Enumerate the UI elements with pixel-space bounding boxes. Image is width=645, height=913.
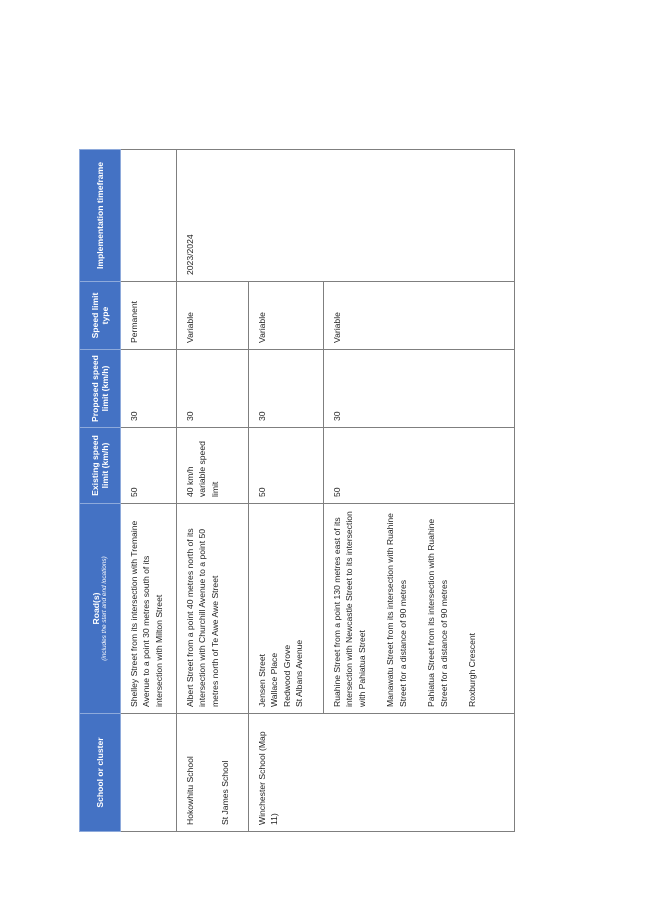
cell-existing: 50	[249, 428, 324, 504]
cell-type: Variable	[177, 282, 249, 350]
cell-existing: 50	[324, 428, 515, 504]
cell-timeframe	[121, 150, 177, 282]
header-road-title: Road(s)	[91, 592, 101, 625]
road-item: Jensen Street	[257, 653, 267, 707]
road-item: Manawatu Street from its intersection with Ruahine Street for a distance of 90 metres	[385, 513, 408, 707]
cell-existing: 50	[121, 428, 177, 504]
cell-road	[324, 504, 515, 714]
header-proposed-limit: Proposed speed limit (km/h)	[80, 350, 121, 428]
cell-type: Variable	[324, 282, 515, 350]
speed-limit-table	[79, 149, 515, 832]
school-name: Hokowhitu School	[185, 756, 195, 825]
cell-existing: 40 km/h variable speed limit	[177, 428, 249, 504]
header-road-subtitle: (includes the start and end locations)	[101, 556, 109, 661]
header-school: School or cluster	[80, 714, 121, 832]
cell-road	[249, 504, 324, 714]
cell-proposed: 30	[249, 350, 324, 428]
cell-school	[121, 714, 177, 832]
road-item: Wallace Place	[269, 652, 280, 707]
header-row	[80, 150, 121, 832]
cell-school	[324, 714, 515, 832]
header-road	[80, 504, 121, 714]
cell-road: Shelley Street from its intersection with Tremaine Avenue to a point 30 metres south of its intersection with Milton Street	[121, 504, 177, 714]
road-item: Redwood Grove	[281, 644, 292, 707]
table-row	[121, 150, 177, 832]
table-row	[177, 150, 249, 832]
cell-road: Albert Street from a point 40 metres north of its intersection with Churchill Avenue to a point 50 metres north of Te Awe Awe Street	[177, 504, 249, 714]
cell-school	[177, 714, 249, 832]
cell-type: Permanent	[121, 282, 177, 350]
road-item: Roxburgh Crescent	[467, 632, 478, 707]
cell-timeframe: 2023/2024	[177, 150, 515, 282]
cell-school: Winchester School (Map 11)	[249, 714, 324, 832]
cell-proposed: 30	[177, 350, 249, 428]
road-item: Ruahine Street from a point 130 metres east of its intersection with Newcastle Street to its intersection with Pahiatua Street	[332, 511, 367, 707]
cell-proposed: 30	[324, 350, 515, 428]
cell-type: Variable	[249, 282, 324, 350]
header-timeframe: Implementation timeframe	[80, 150, 121, 282]
header-limit-type: Speed limit type	[80, 282, 121, 350]
road-item: St Albans Avenue	[294, 639, 305, 707]
cell-proposed: 30	[121, 350, 177, 428]
school-name: St James School	[220, 760, 231, 825]
header-existing-limit: Existing speed limit (km/h)	[80, 428, 121, 504]
road-item: Pahiatua Street from its intersection with Ruahine Street for a distance of 90 metres	[426, 518, 449, 707]
spacer	[196, 720, 219, 825]
speed-limit-table-rotated	[79, 150, 515, 832]
